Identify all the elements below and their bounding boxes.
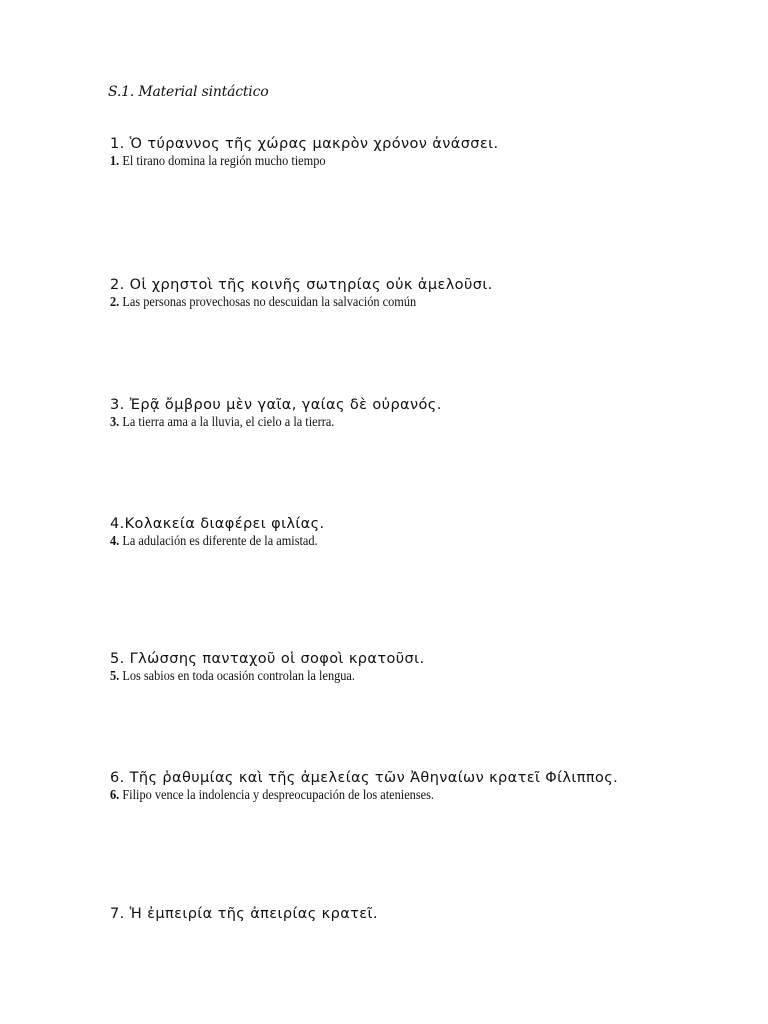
translation-number-4: 4. — [110, 534, 120, 549]
translation-text-3: La tierra ama a la lluvia, el cielo a la tierra. — [119, 415, 335, 430]
section-heading: S.1. Material sintáctico — [108, 84, 269, 100]
translation-3 — [110, 414, 671, 431]
exercise-item-5 — [110, 650, 748, 685]
translation-6 — [110, 787, 671, 804]
greek-sentence-5: 5. Γλώσσης πανταχοῦ οἱ σοφοὶ κρατοῦσι. — [110, 651, 425, 667]
translation-2 — [110, 294, 671, 311]
exercise-item-7 — [110, 905, 748, 923]
exercise-item-2 — [110, 276, 748, 311]
translation-number-1: 1. — [110, 154, 120, 169]
translation-1 — [110, 153, 671, 170]
exercise-item-1 — [110, 135, 748, 170]
greek-sentence-6: 6. Τῆς ῥαθυμίας καὶ τῆς ἀμελείας τῶν Ἀθηναίων κρατεῖ Φίλιππος. — [110, 770, 619, 786]
translation-4 — [110, 533, 671, 550]
translation-number-6: 6. — [110, 788, 120, 803]
exercise-item-4 — [110, 515, 748, 550]
translation-text-5: Los sabios en toda ocasión controlan la lengua. — [119, 669, 355, 684]
translation-number-2: 2. — [110, 295, 120, 310]
greek-sentence-3: 3. Ἐρᾷ ὄμβρου μὲν γαῖα, γαίας δὲ οὐρανός. — [110, 397, 442, 413]
translation-number-3: 3. — [110, 415, 120, 430]
translation-text-2: Las personas provechosas no descuidan la salvación común — [119, 295, 417, 310]
greek-sentence-4: 4.Κολακεία διαφέρει φιλίας. — [110, 516, 325, 532]
translation-text-1: El tirano domina la región mucho tiempo — [119, 154, 326, 169]
translation-5 — [110, 668, 671, 685]
greek-sentence-7: 7. Ἡ ἐμπειρία τῆς ἀπειρίας κρατεῖ. — [110, 906, 378, 922]
greek-sentence-2: 2. Οἱ χρηστοὶ τῆς κοινῆς σωτηρίας οὐκ ἀμελοῦσι. — [110, 277, 493, 293]
greek-sentence-1: 1. Ὁ τύραννος τῆς χώρας μακρὸν χρόνον ἀνάσσει. — [110, 136, 499, 152]
translation-number-5: 5. — [110, 669, 120, 684]
exercise-item-3 — [110, 396, 748, 431]
exercise-item-6 — [110, 769, 748, 804]
translation-text-4: La adulación es diferente de la amistad. — [119, 534, 318, 549]
translation-text-6: Filipo vence la indolencia y despreocupación de los atenienses. — [119, 788, 434, 803]
